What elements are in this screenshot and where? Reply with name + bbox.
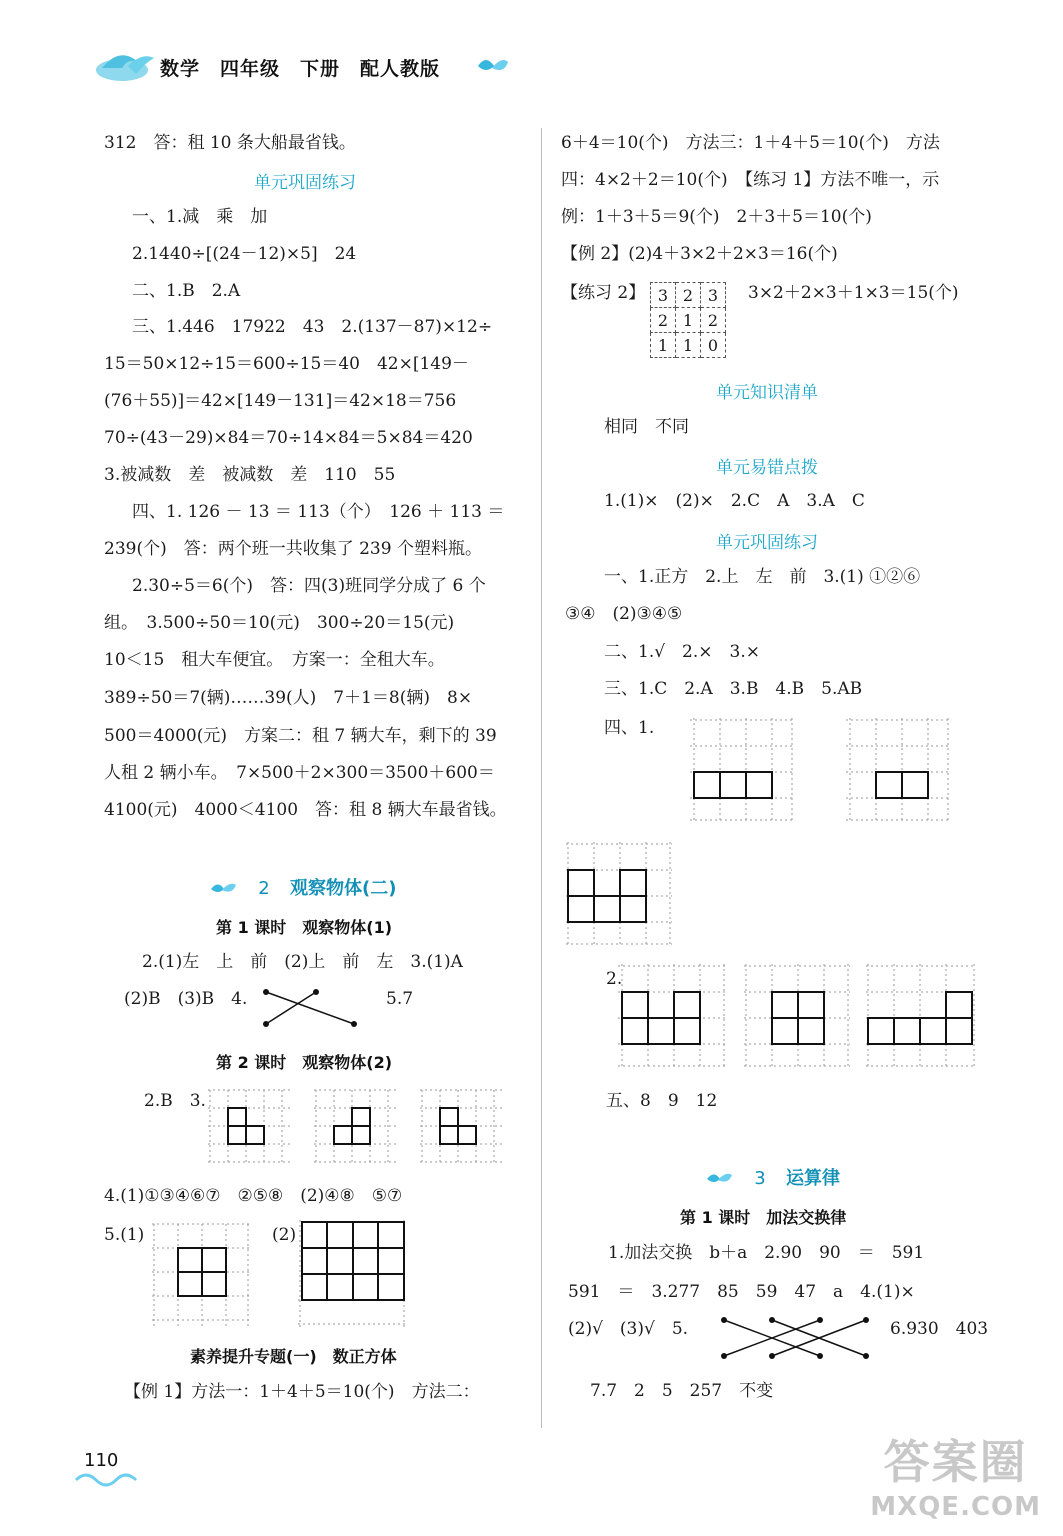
lesson-heading: 素养提升专题(一) 数正方体 — [190, 1347, 397, 1366]
text-line: 1.(1)× (2)× 2.C A 3.A C — [604, 491, 865, 511]
leaf-icon — [210, 881, 238, 897]
text-line: 二、1.√ 2.× 3.× — [604, 642, 760, 662]
grid-figure — [742, 962, 852, 1070]
grid-cell: 0 — [701, 333, 726, 358]
grid-cell: 1 — [676, 308, 701, 333]
grid-figure — [312, 1088, 398, 1168]
section-heading: 单元易错点拨 — [716, 458, 818, 478]
matching-lines-diagram — [716, 1312, 874, 1364]
text-line: 一、1.正方 2.上 左 前 3.(1) ①②⑥ — [604, 567, 921, 587]
text-line: 一、1.减 乘 加 — [132, 207, 268, 227]
text-line: 【例 1】方法一：1＋4＋5＝10(个) 方法二： — [124, 1382, 480, 1402]
text-line: 二、1.B 2.A — [132, 281, 241, 301]
leaf-icon — [476, 56, 510, 78]
grid-cell: 3 — [701, 283, 726, 308]
text-line: 相同 不同 — [604, 417, 689, 437]
text-line: 2.1440÷[(24－12)×5] 24 — [132, 244, 357, 264]
unit-title: 运算律 — [786, 1168, 841, 1189]
grid-cell: 1 — [651, 333, 676, 358]
grid-figure — [206, 1088, 292, 1168]
page-header — [88, 42, 548, 92]
text-line: 5.7 — [386, 989, 414, 1009]
lesson-heading: 第 2 课时 观察物体(2) — [216, 1053, 393, 1072]
section-heading: 单元巩固练习 — [716, 533, 818, 553]
matching-lines-diagram — [256, 984, 366, 1034]
watermark — [870, 1426, 1041, 1522]
grid-figure — [844, 716, 952, 824]
number-grid — [650, 282, 726, 358]
text-line: 五、8 9 12 — [606, 1091, 718, 1111]
text-line: 591 ＝ 3.277 85 59 47 a 4.(1)× — [568, 1282, 915, 1302]
column-divider — [541, 128, 542, 1428]
text-line: (2)√ (3)√ 5. — [568, 1319, 689, 1339]
text-line: 2.B 3. — [144, 1091, 206, 1111]
grid-cell: 2 — [676, 283, 701, 308]
text-line: (76＋55)]＝42×[149－131]＝42×18＝756 — [104, 391, 457, 411]
text-line: 人租 2 辆小车。 7×500＋2×300＝3500＋600＝ — [104, 763, 495, 783]
text-line: 5.(1) — [104, 1225, 145, 1245]
text-line: 2.30÷5＝6(个) 答：四(3)班同学分成了 6 个 — [132, 576, 486, 596]
lesson-heading: 第 1 课时 观察物体(1) — [216, 918, 393, 937]
watermark-line2: MXQE.COM — [870, 1492, 1041, 1522]
text-line: 三、1.C 2.A 3.B 4.B 5.AB — [604, 679, 863, 699]
grid-cell: 3 — [651, 283, 676, 308]
wave-decoration-icon — [74, 1472, 144, 1488]
unit-number: 3 — [754, 1168, 766, 1189]
text-line: 1.加法交换 b＋a 2.90 90 ＝ 591 — [608, 1243, 925, 1263]
text-line: 2.(1)左 上 前 (2)上 前 左 3.(1)A — [142, 952, 463, 972]
text-line: 2. — [606, 969, 623, 989]
text-line: 70÷(43－29)×84＝70÷14×84＝5×84＝420 — [104, 428, 473, 448]
text-line: 组。 3.500÷50＝10(元) 300÷20＝15(元) — [104, 613, 455, 633]
text-line: 10＜15 租大车便宜。 方案一：全租大车。 — [104, 650, 445, 670]
grid-cell: 1 — [676, 333, 701, 358]
bird-logo-icon — [92, 48, 156, 84]
text-line: 四、1. 126 － 13 ＝ 113（个） 126 ＋ 113 ＝ — [132, 502, 505, 522]
leaf-icon — [706, 1171, 734, 1187]
text-line: ③④ (2)③④⑤ — [565, 604, 683, 624]
text-line: 三、1.446 17922 43 2.(137－87)×12÷ — [132, 317, 493, 337]
unit-heading — [210, 874, 396, 900]
section-heading: 单元巩固练习 — [254, 173, 356, 193]
grid-cell: 2 — [651, 308, 676, 333]
grid-figure — [150, 1222, 252, 1330]
grid-figure — [564, 840, 674, 948]
text-line: 4.(1)①③④⑥⑦ ②⑤⑧ (2)④⑧ ⑤⑦ — [104, 1186, 403, 1206]
text-line: 【练习 2】 — [561, 283, 646, 303]
grid-figure — [864, 962, 978, 1070]
text-line: (2)B (3)B 4. — [124, 989, 248, 1009]
unit-number: 2 — [258, 878, 270, 899]
text-line: 500＝4000(元) 方案二：租 7 辆大车，剩下的 39 — [104, 726, 497, 746]
unit-title: 观察物体(二) — [290, 878, 397, 899]
text-line: 15＝50×12÷15＝600÷15＝40 42×[149－ — [104, 354, 469, 374]
section-heading: 单元知识清单 — [716, 383, 818, 403]
grid-cell: 2 — [701, 308, 726, 333]
grid-figure — [418, 1088, 504, 1168]
page-number: 110 — [84, 1450, 119, 1471]
grid-figure — [296, 1218, 408, 1330]
text-line: (2) — [272, 1225, 297, 1245]
unit-heading — [706, 1164, 840, 1190]
header-title: 数学 四年级 下册 配人教版 — [160, 58, 441, 80]
text-line: 【例 2】(2)4＋3×2＋2×3＝16(个) — [561, 244, 838, 264]
grid-figure — [688, 716, 796, 824]
text-line: 6＋4＝10(个) 方法三：1＋4＋5＝10(个) 方法 — [561, 133, 940, 153]
text-line: 389÷50＝7(辆)……39(人) 7＋1＝8(辆) 8× — [104, 688, 473, 708]
text-line: 312 答：租 10 条大船最省钱。 — [104, 133, 356, 153]
grid-figure — [616, 962, 728, 1070]
text-line: 6.930 403 — [890, 1319, 989, 1339]
text-line: 例：1＋3＋5＝9(个) 2＋3＋5＝10(个) — [561, 207, 872, 227]
watermark-line1: 答案圈 — [883, 1435, 1028, 1489]
text-line: 四：4×2＋2＝10(个) 【练习 1】方法不唯一，示 — [561, 170, 940, 190]
text-line: 3.被减数 差 被减数 差 110 55 — [104, 465, 396, 485]
text-line: 239(个) 答：两个班一共收集了 239 个塑料瓶。 — [104, 539, 482, 559]
text-line: 四、1. — [604, 718, 655, 738]
lesson-heading: 第 1 课时 加法交换律 — [680, 1208, 847, 1227]
text-line: 4100(元) 4000＜4100 答：租 8 辆大车最省钱。 — [104, 800, 507, 820]
text-line: 7.7 2 5 257 不变 — [590, 1381, 774, 1401]
text-line: 3×2＋2×3＋1×3＝15(个) — [748, 283, 959, 303]
